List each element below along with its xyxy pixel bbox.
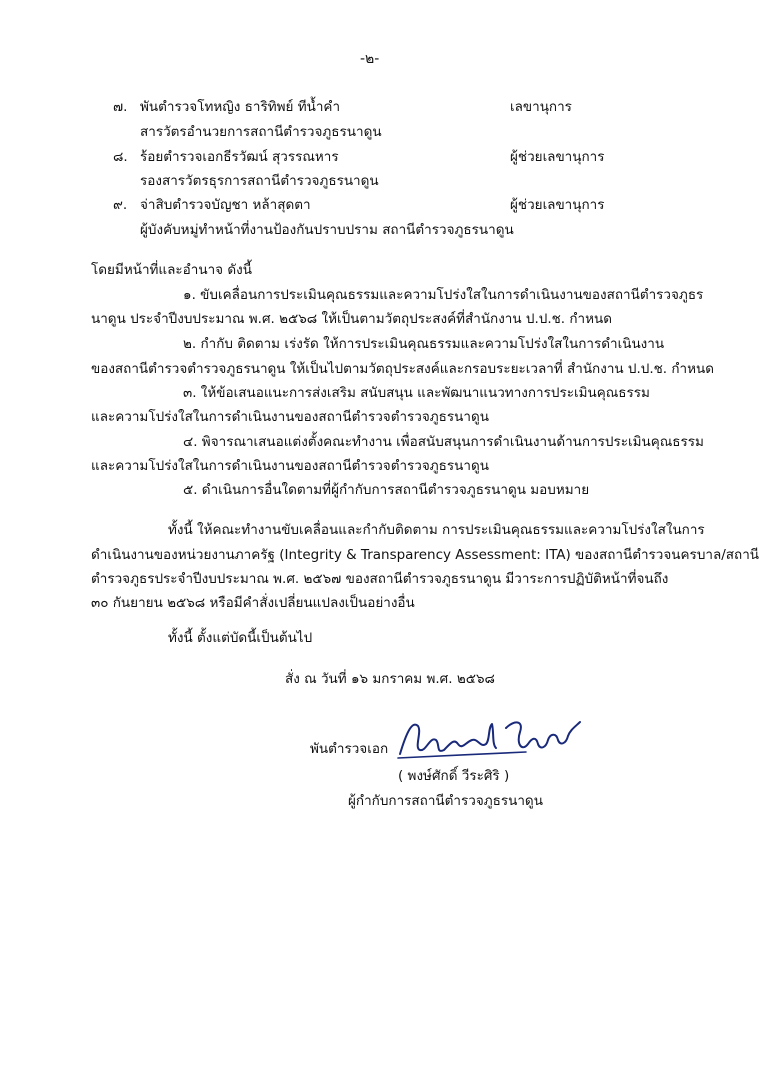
member-role: เลขานุการ xyxy=(510,99,572,115)
duty-item-line: ๒. กำกับ ติดตาม เร่งรัด ให้การประเมินคุณธรรมและความโปร่งใสในการดำเนินงาน xyxy=(183,336,665,352)
member-role: ผู้ช่วยเลขานุการ xyxy=(510,149,605,165)
closing-paragraph-line: ทั้งนี้ ให้คณะทำงานขับเคลื่อนและกำกับติดตาม การประเมินคุณธรรมและความโปร่งใสในการ xyxy=(168,522,705,538)
duty-item-line: ๓. ให้ข้อเสนอแนะการส่งเสริม สนับสนุน และพัฒนาแนวทางการประเมินคุณธรรม xyxy=(183,385,650,401)
member-name: ร้อยตำรวจเอกธีรวัฒน์ สุวรรณหาร xyxy=(140,149,339,165)
signer-title: ผู้กำกับการสถานีตำรวจภูธรนาดูน xyxy=(348,793,543,809)
member-number: ๙. xyxy=(113,197,128,213)
order-date: สั่ง ณ วันที่ ๑๖ มกราคม พ.ศ. ๒๕๖๘ xyxy=(285,671,495,687)
duty-item-line: ๕. ดำเนินการอื่นใดตามที่ผู้กำกับการสถานีตำรวจภูธรนาดูน มอบหมาย xyxy=(183,482,590,498)
closing-paragraph-line: ดำเนินงานของหน่วยงานภาครัฐ (Integrity & Transparency Assessment: ITA) ของสถานีตำรวจนครบาล/สถานี xyxy=(91,547,760,563)
handwritten-signature xyxy=(396,714,586,770)
closing-paragraph-line: ๓๐ กันยายน ๒๕๖๘ หรือมีคำสั่งเปลี่ยนแปลงเป็นอย่างอื่น xyxy=(91,595,415,611)
member-name: พันตำรวจโทหญิง ธาริทิพย์ ทีน้ำคำ xyxy=(140,99,341,115)
duty-item-line: และความโปร่งใสในการดำเนินงานของสถานีตำรวจตำรวจภูธรนาดูน xyxy=(91,458,489,474)
effective-statement: ทั้งนี้ ตั้งแต่บัดนี้เป็นต้นไป xyxy=(168,630,313,646)
page-number: -๒- xyxy=(360,51,380,67)
member-number: ๘. xyxy=(113,149,128,165)
duty-item-line: ๔. พิจารณาเสนอแต่งตั้งคณะทำงาน เพื่อสนับสนุนการดำเนินงานด้านการประเมินคุณธรรม xyxy=(183,434,704,450)
member-name: จ่าสิบตำรวจบัญชา หล้าสุดตา xyxy=(140,197,311,213)
member-position: รองสารวัตรธุรการสถานีตำรวจภูธรนาดูน xyxy=(140,173,379,189)
duties-heading: โดยมีหน้าที่และอำนาจ ดังนี้ xyxy=(91,262,252,278)
duty-item-line: ของสถานีตำรวจตำรวจภูธรนาดูน ให้เป็นไปตามวัตถุประสงค์และกรอบระยะเวลาที่ สำนักงาน ป.ป.ช. กำหนด xyxy=(91,361,715,377)
member-number: ๗. xyxy=(113,99,128,115)
member-position: สารวัตรอำนวยการสถานีตำรวจภูธรนาดูน xyxy=(140,124,382,140)
signer-name: ( พงษ์ศักดิ์ วีระศิริ ) xyxy=(398,768,510,784)
member-position: ผู้บังคับหมู่ทำหน้าที่งานป้องกันปราบปราม สถานีตำรวจภูธรนาดูน xyxy=(140,222,514,238)
closing-paragraph-line: ตำรวจภูธรประจำปีงบประมาณ พ.ศ. ๒๕๖๗ ของสถานีตำรวจภูธรนาดูน มีวาระการปฏิบัติหน้าที่จนถึง xyxy=(91,571,669,587)
signer-rank: พันตำรวจเอก xyxy=(310,741,389,757)
duty-item-line: และความโปร่งใสในการดำเนินงานของสถานีตำรวจตำรวจภูธรนาดูน xyxy=(91,409,489,425)
duty-item-line: ๑. ขับเคลื่อนการประเมินคุณธรรมและความโปร่งใสในการดำเนินงานของสถานีตำรวจภูธร xyxy=(183,287,704,303)
duty-item-line: นาดูน ประจำปีงบประมาณ พ.ศ. ๒๕๖๘ ให้เป็นตามวัตถุประสงค์ที่สำนักงาน ป.ป.ช. กำหนด xyxy=(91,311,613,327)
member-role: ผู้ช่วยเลขานุการ xyxy=(510,197,605,213)
